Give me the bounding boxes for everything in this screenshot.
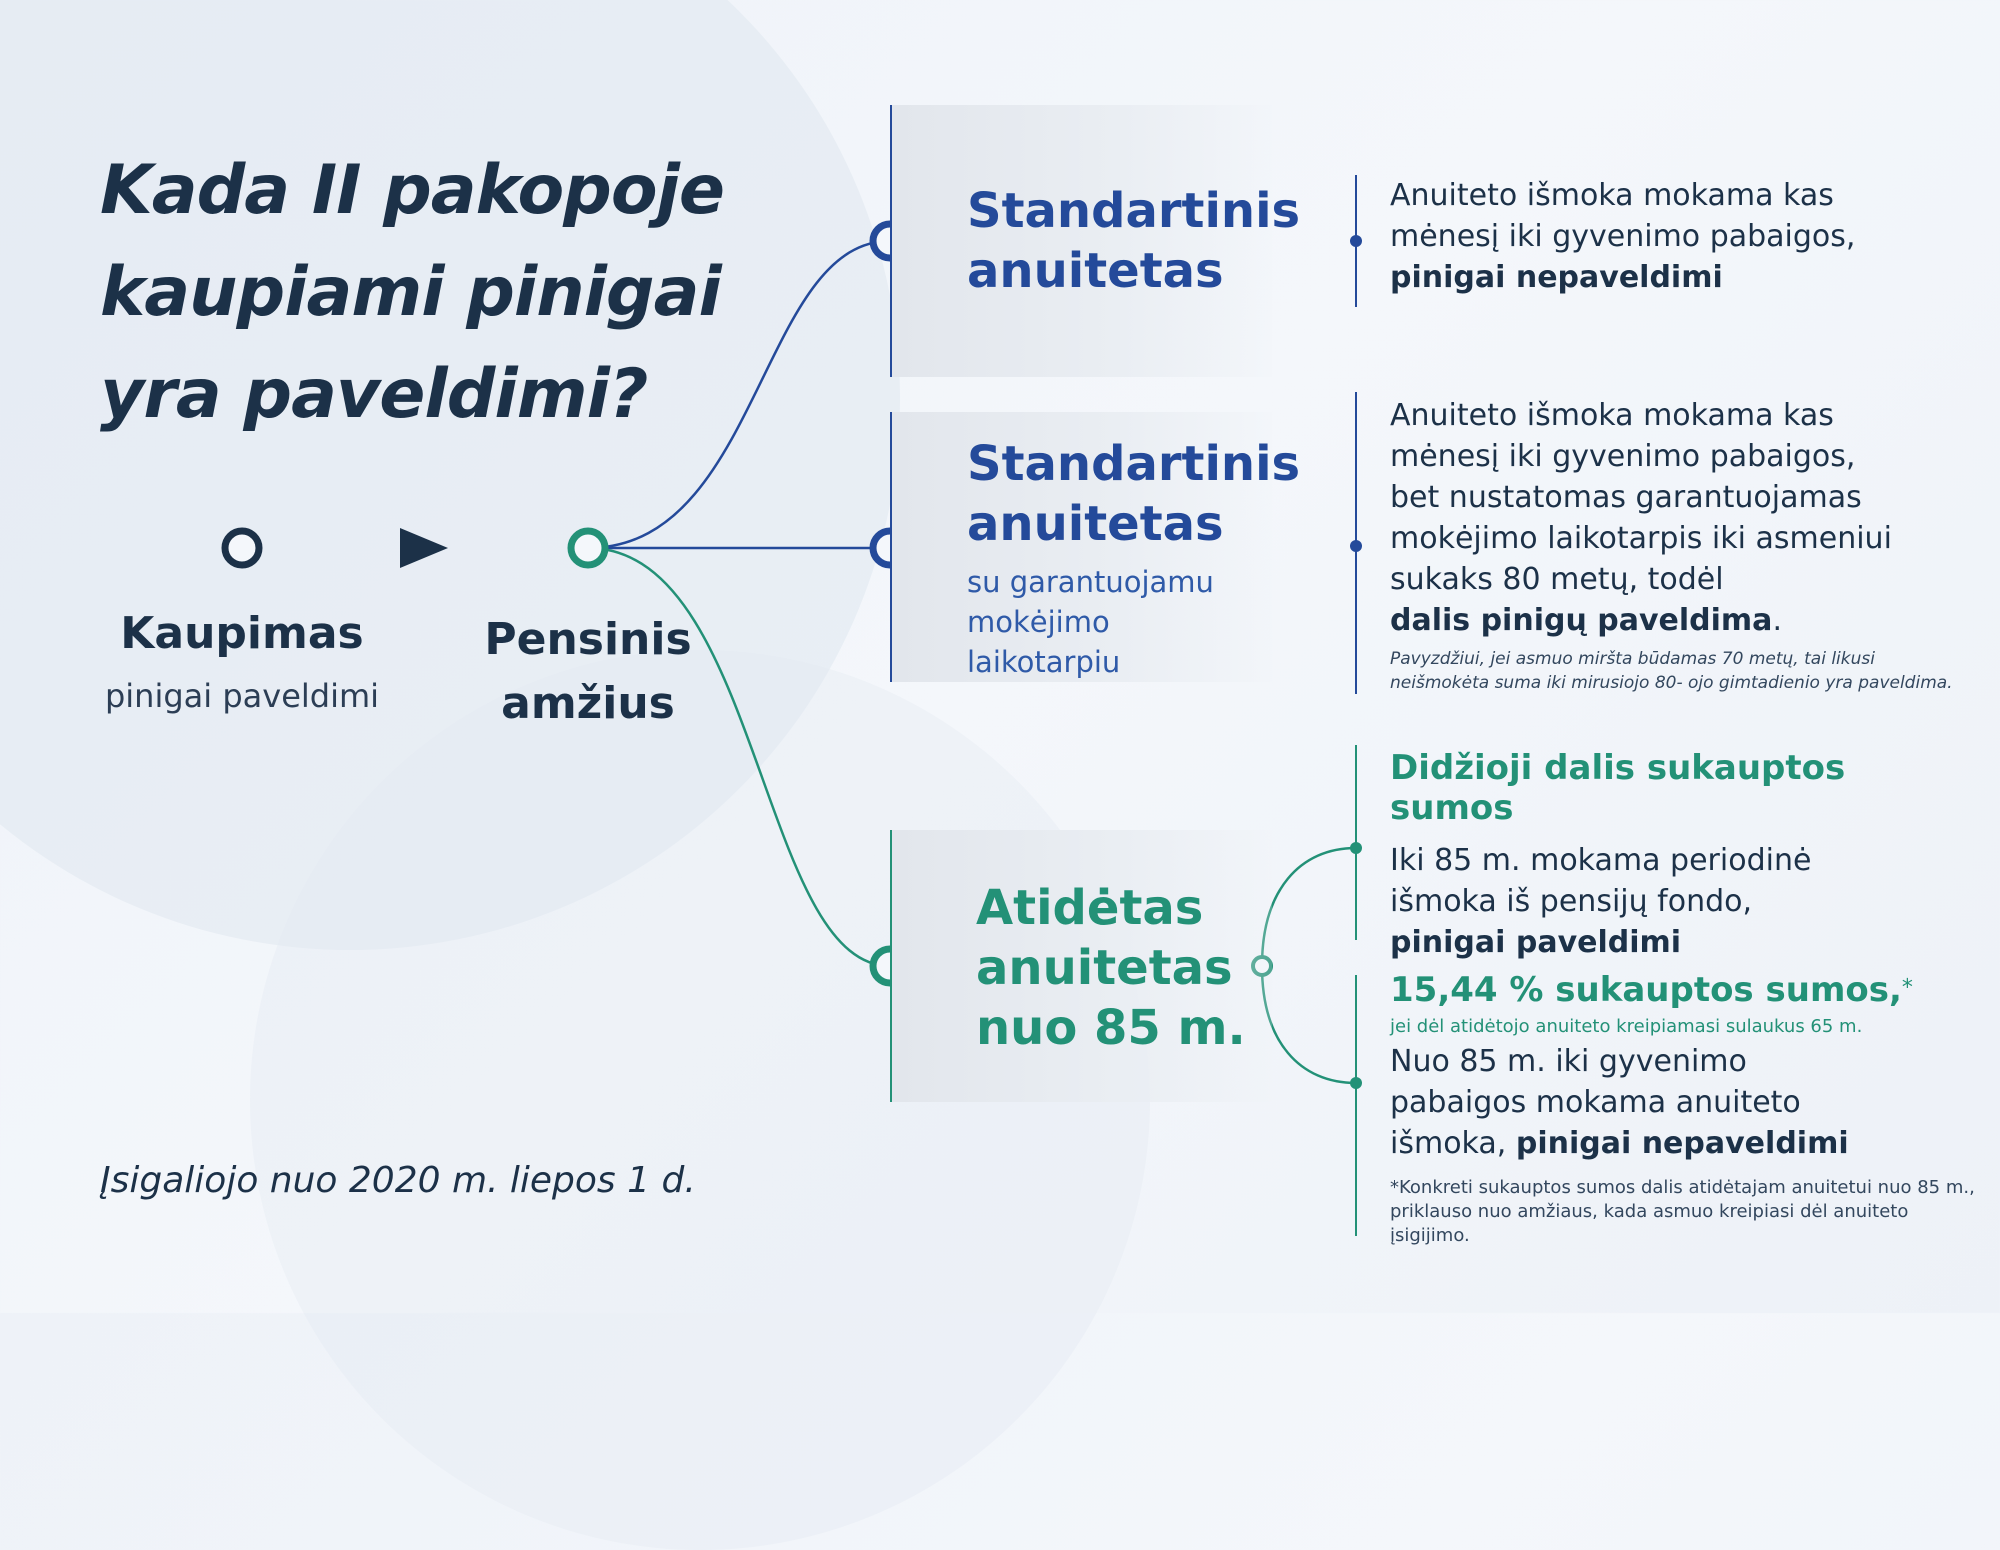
deferred-part2-heading: 15,44 % sukauptos sumos,* — [1390, 970, 1913, 1010]
accumulation-label: Kaupimas — [120, 608, 364, 659]
retirement-label-line2: amžius — [501, 678, 675, 729]
desc-deferred-part2: 15,44 % sukauptos sumos,* jei dėl atidėtojo anuiteto kreipiamasi sulaukus 65 m. Nuo 85 m. iki gyvenimo pabaigos mokama anuiteto išmoka, pinigai nepaveldimi *Konkreti sukauptos sumos dalis atidėtajam anuitetui nuo 85 m., priklauso nuo amžiaus, kada asmuo kreipiasi dėl anuiteto įsigijimo. — [1390, 970, 1980, 1248]
footnote: *Konkreti sukauptos sumos dalis atidėtajam anuitetui nuo 85 m., priklauso nuo amžiaus, kada asmuo kreipiasi dėl anuiteto įsigijimo. — [1390, 1177, 1975, 1246]
timeline-arrow-icon — [400, 528, 448, 568]
accumulation-label-group — [72, 608, 412, 715]
option-box-deferred: Atidėtas anuitetas nuo 85 m. — [890, 830, 1272, 1102]
option-box-guaranteed: Standartinis anuitetas su garantuojamu mokėjimo laikotarpiu — [890, 412, 1272, 682]
retirement-label-group — [458, 608, 718, 736]
deferred-part1-heading: Didžioji dalis sukauptos sumos — [1390, 748, 1846, 828]
retirement-label-line1: Pensinis — [484, 614, 692, 665]
accumulation-sub-label: pinigai paveldimi — [104, 677, 380, 715]
accumulation-node — [225, 531, 259, 565]
example-note: Pavyzdžiui, jei asmuo miršta būdamas 70 metų, tai likusi neišmokėta suma iki mirusiojo 80- ojo gimtadienio yra paveldima. — [1390, 649, 1953, 693]
desc-deferred-part1: Didžioji dalis sukauptos sumos Iki 85 m. mokama periodinė išmoka iš pensijų fondo, pinigai paveldimi — [1390, 748, 1980, 963]
deferred-split-line — [1262, 848, 1356, 1083]
desc-standard: Anuiteto išmoka mokama kas mėnesį iki gyvenimo pabaigos, pinigai nepaveldimi — [1390, 178, 1856, 295]
effective-date: Įsigaliojo nuo 2020 m. liepos 1 d. — [100, 1160, 696, 1201]
option-box-standard: Standartinis anuitetas — [890, 105, 1272, 377]
page-title: Kada II pakopoje kaupiami pinigai yra paveldimi? — [100, 151, 724, 434]
desc-guaranteed: Anuiteto išmoka mokama kas mėnesį iki gyvenimo pabaigos, bet nustatomas garantuojamas mokėjimo laikotarpis iki asmeniui sukaks 80 metų, todėl dalis pinigų paveldima. Pavyzdžiui, jei asmuo miršta būdamas 70 metų, tai likusi neišmokėta suma iki mirusiojo 80- ojo gimtadienio yra paveldima. — [1390, 395, 1970, 695]
retirement-node — [571, 531, 605, 565]
